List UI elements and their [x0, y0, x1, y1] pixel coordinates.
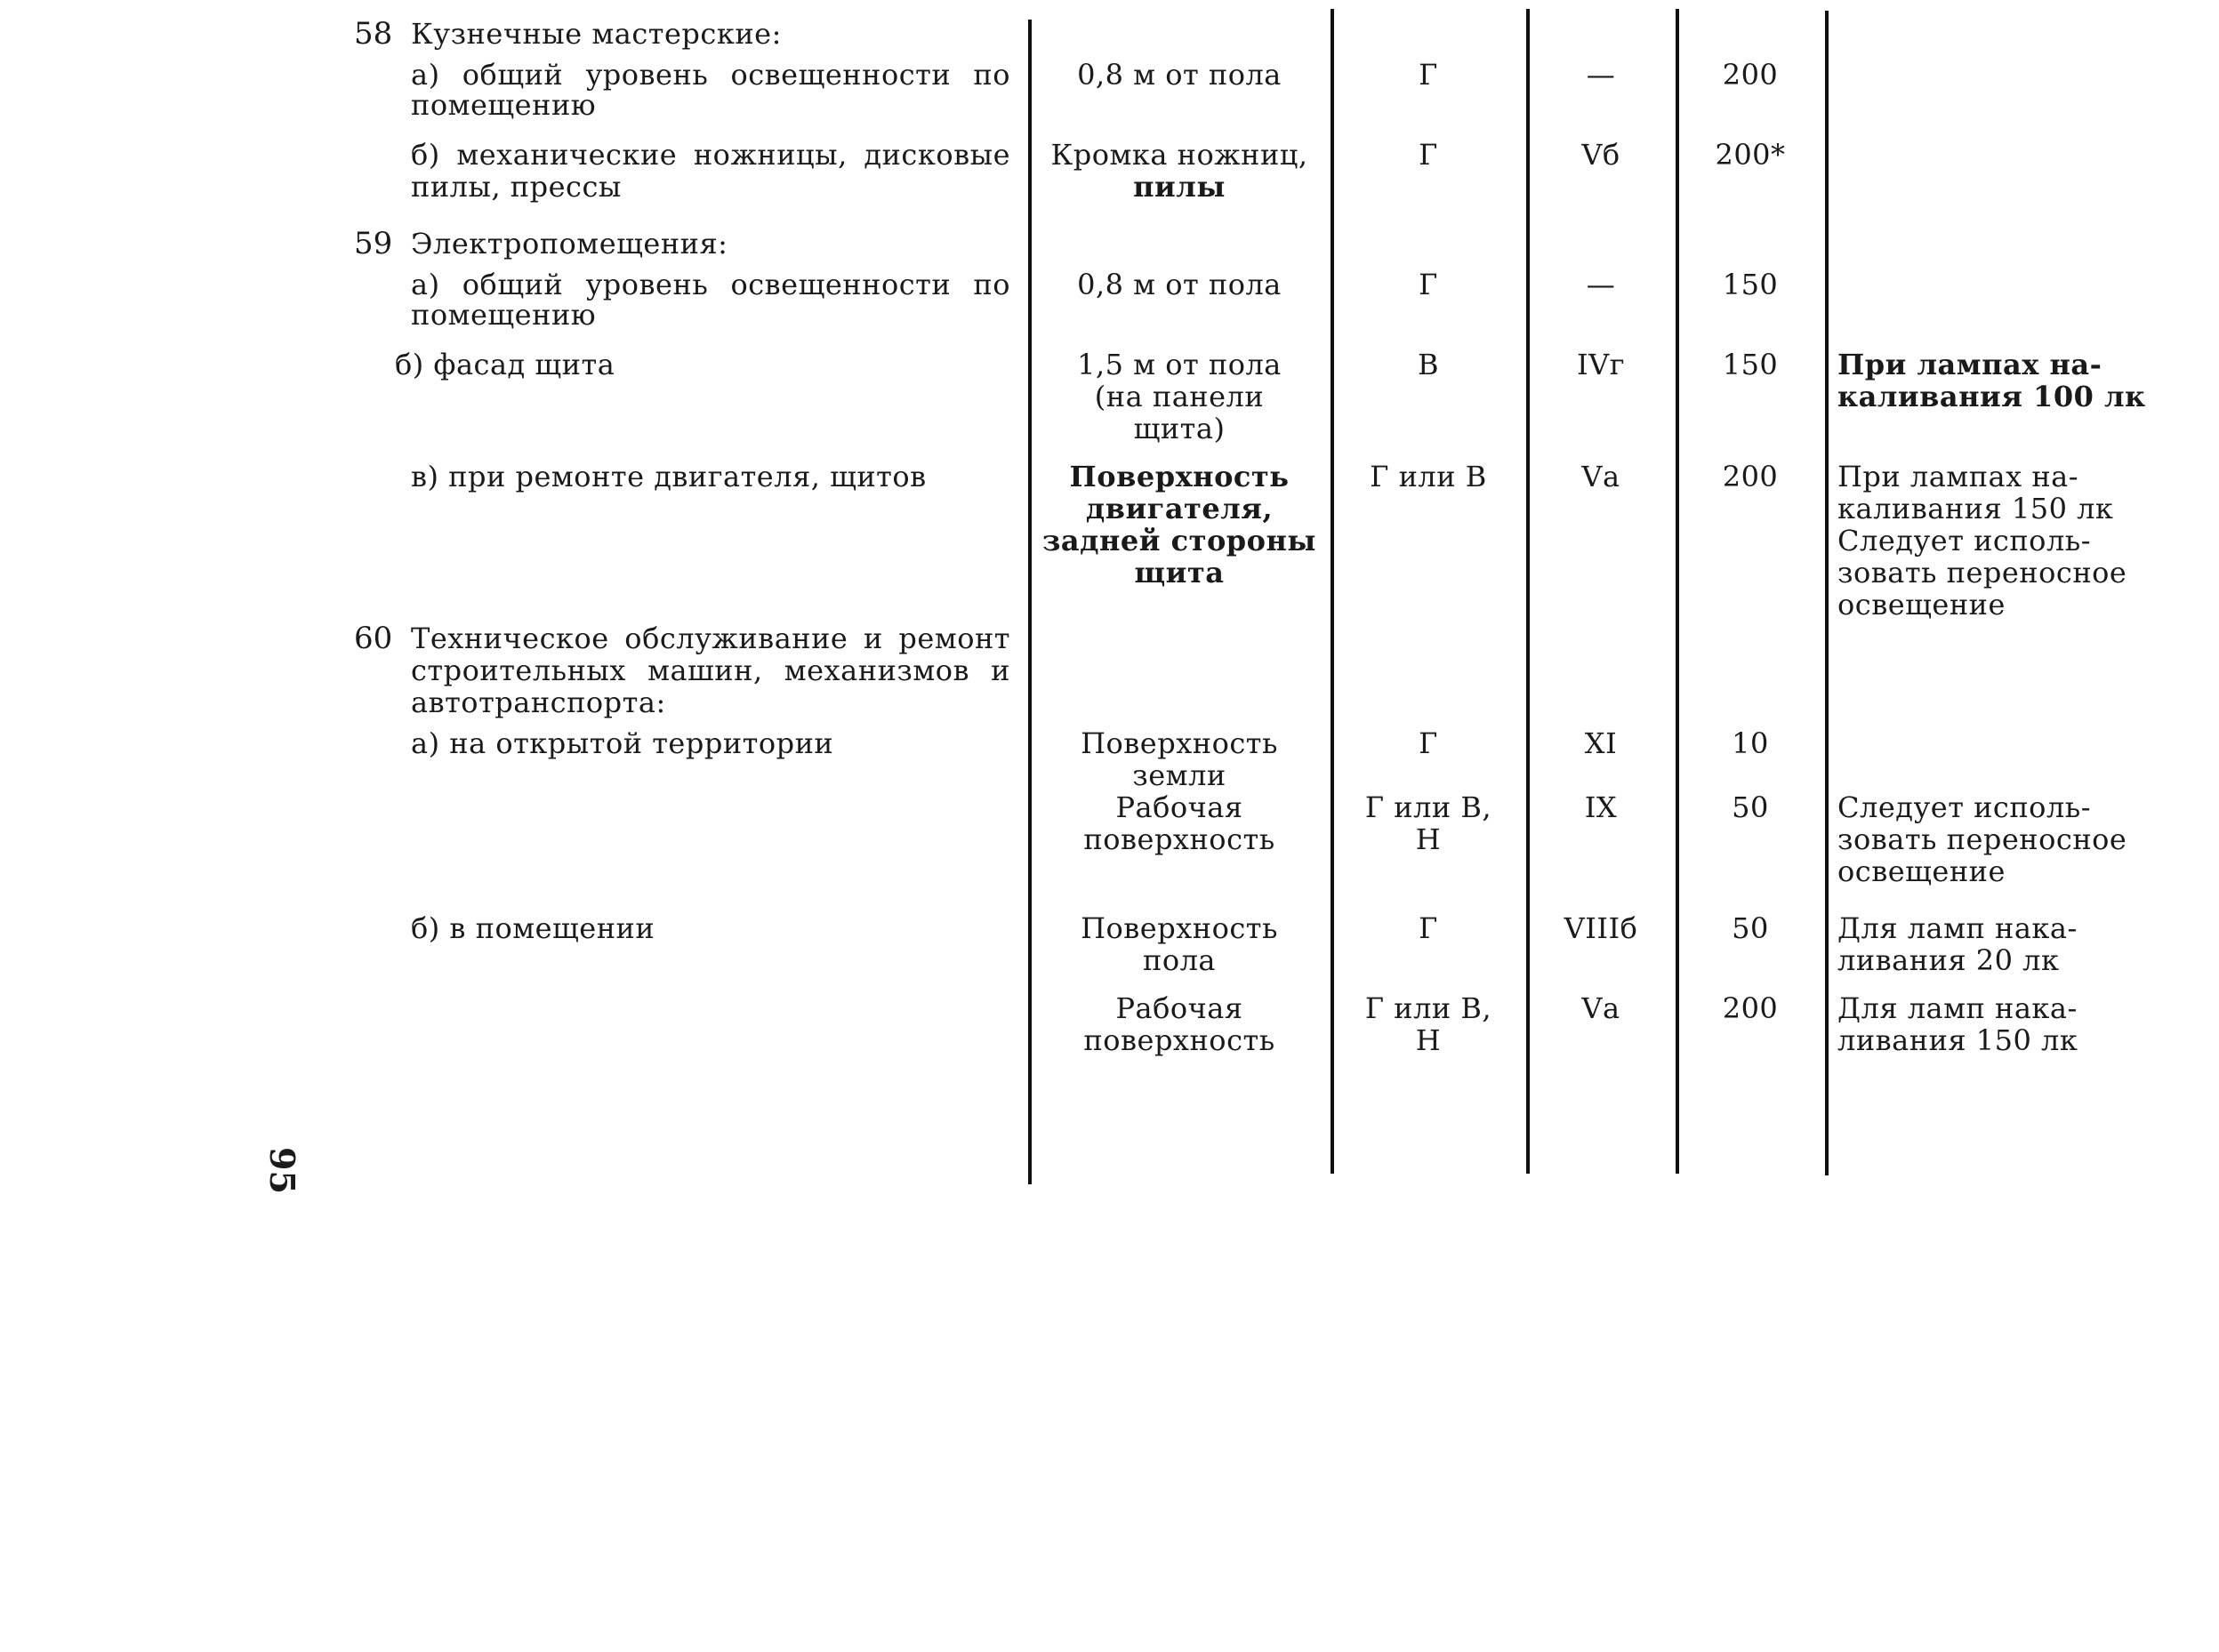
lux-cell: 200: [1722, 460, 1779, 493]
lux-cell: 10: [1732, 726, 1769, 760]
title-line: Техническое обслуживание и ремонт: [411, 622, 1010, 655]
system-cell: Г: [1419, 58, 1438, 92]
item-text: б) в помещении: [411, 911, 655, 945]
page-number: 95: [262, 1147, 302, 1194]
note-cell-cont: ливания 20 лк: [1837, 943, 2060, 977]
lux-cell: 150: [1722, 268, 1779, 301]
section-title: Электропомещения:: [411, 227, 728, 261]
system-cell: Г: [1419, 911, 1438, 945]
column-rule-5: [1825, 11, 1829, 1175]
column-rule-1: [1028, 20, 1032, 1184]
item-line: а) общий уровень освещенности по: [411, 268, 1010, 301]
plane-cell: Кромка ножниц,: [1050, 138, 1308, 172]
plane-cell: Рабочая: [1115, 790, 1243, 824]
lux-cell: 50: [1732, 911, 1769, 945]
plane-cell: Рабочая: [1115, 991, 1243, 1025]
category-cell: VIIIб: [1564, 911, 1638, 945]
note-cell: При лампах на-: [1837, 460, 2079, 493]
item-line: а) общий уровень освещенности по: [411, 58, 1010, 92]
item-text: [411, 59, 1010, 91]
plane-cell-cont: поверхность: [1083, 1023, 1275, 1057]
item-text: [411, 139, 1010, 171]
note-cell: Следует исполь-: [1837, 790, 2091, 824]
note-cell: Для ламп нака-: [1837, 911, 2078, 945]
plane-cell-cont: земли: [1132, 758, 1226, 792]
note-cell-cont: освещение: [1837, 588, 2006, 622]
row-number: 58: [354, 16, 393, 52]
category-cell: Vа: [1581, 991, 1620, 1025]
note-cell: При лампах на-: [1837, 348, 2102, 381]
plane-cell-cont: пола: [1143, 943, 1216, 977]
lux-cell: 200: [1722, 991, 1779, 1025]
plane-cell-cont: щита: [1134, 556, 1225, 589]
note-cell-cont: Следует исполь-: [1837, 524, 2091, 557]
lux-cell: 50: [1732, 790, 1769, 824]
category-cell: IX: [1584, 790, 1618, 824]
system-cell: Г или В,: [1364, 790, 1492, 824]
item-text: а) на открытой территории: [411, 726, 834, 760]
plane-cell: Поверхность: [1069, 460, 1290, 493]
section-title: Кузнечные мастерские:: [411, 17, 782, 51]
column-rule-4: [1676, 9, 1679, 1174]
plane-cell-cont: двигателя,: [1085, 492, 1274, 525]
note-cell-cont: ливания 150 лк: [1837, 1023, 2078, 1057]
lux-cell: 200*: [1715, 138, 1786, 172]
plane-cell-cont: пилы: [1133, 170, 1226, 204]
item-text: в) при ремонте двигателя, щитов: [411, 460, 927, 493]
item-text-cont: помещению: [411, 88, 597, 122]
category-cell: XI: [1584, 726, 1618, 760]
note-cell-cont: каливания 150 лк: [1837, 492, 2114, 525]
system-cell: Г или В,: [1364, 991, 1492, 1025]
category-cell: Vа: [1581, 460, 1620, 493]
column-rule-3: [1526, 9, 1530, 1174]
section-title-cont: автотранспорта:: [411, 686, 666, 719]
note-cell: Для ламп нака-: [1837, 991, 2078, 1025]
category-cell: IVг: [1576, 348, 1625, 381]
system-cell: Г: [1419, 268, 1438, 301]
note-cell-cont: зовать переносное: [1837, 556, 2127, 589]
system-cell: Г: [1419, 726, 1438, 760]
plane-cell-cont: задней стороны: [1041, 524, 1316, 557]
lux-cell: 150: [1722, 348, 1779, 381]
title-line: строительных машин, механизмов и: [411, 654, 1010, 687]
item-text-cont: помещению: [411, 298, 597, 332]
note-cell-cont: каливания 100 лк: [1837, 380, 2146, 413]
plane-cell-cont: поверхность: [1083, 822, 1275, 856]
row-number: 60: [354, 621, 393, 656]
item-text: [411, 269, 1010, 301]
note-cell-cont: зовать переносное: [1837, 822, 2127, 856]
system-cell-cont: Н: [1415, 822, 1442, 856]
note-cell-cont: освещение: [1837, 854, 2006, 888]
plane-cell: 0,8 м от пола: [1077, 58, 1282, 92]
system-cell: Г или В: [1370, 460, 1487, 493]
system-cell: Г: [1419, 138, 1438, 172]
item-line: б) механические ножницы, дисковые: [411, 138, 1010, 172]
plane-cell: Поверхность: [1081, 911, 1278, 945]
category-cell: —: [1586, 58, 1616, 92]
system-cell: В: [1417, 348, 1439, 381]
category-cell: Vб: [1581, 138, 1620, 172]
plane-cell: Поверхность: [1081, 726, 1278, 760]
item-text-cont: пилы, прессы: [411, 170, 622, 204]
column-rule-2: [1331, 9, 1334, 1174]
section-title: [411, 622, 1010, 654]
plane-cell: 0,8 м от пола: [1077, 268, 1282, 301]
system-cell-cont: Н: [1415, 1023, 1442, 1057]
category-cell: —: [1586, 268, 1616, 301]
section-title-cont: [411, 654, 1010, 686]
plane-cell-cont: щита): [1133, 412, 1226, 445]
item-text: б) фасад щита: [395, 348, 615, 381]
plane-cell-cont: (на панели: [1094, 380, 1265, 413]
row-number: 59: [354, 226, 393, 261]
plane-cell: 1,5 м от пола: [1077, 348, 1282, 381]
lux-cell: 200: [1722, 58, 1779, 92]
